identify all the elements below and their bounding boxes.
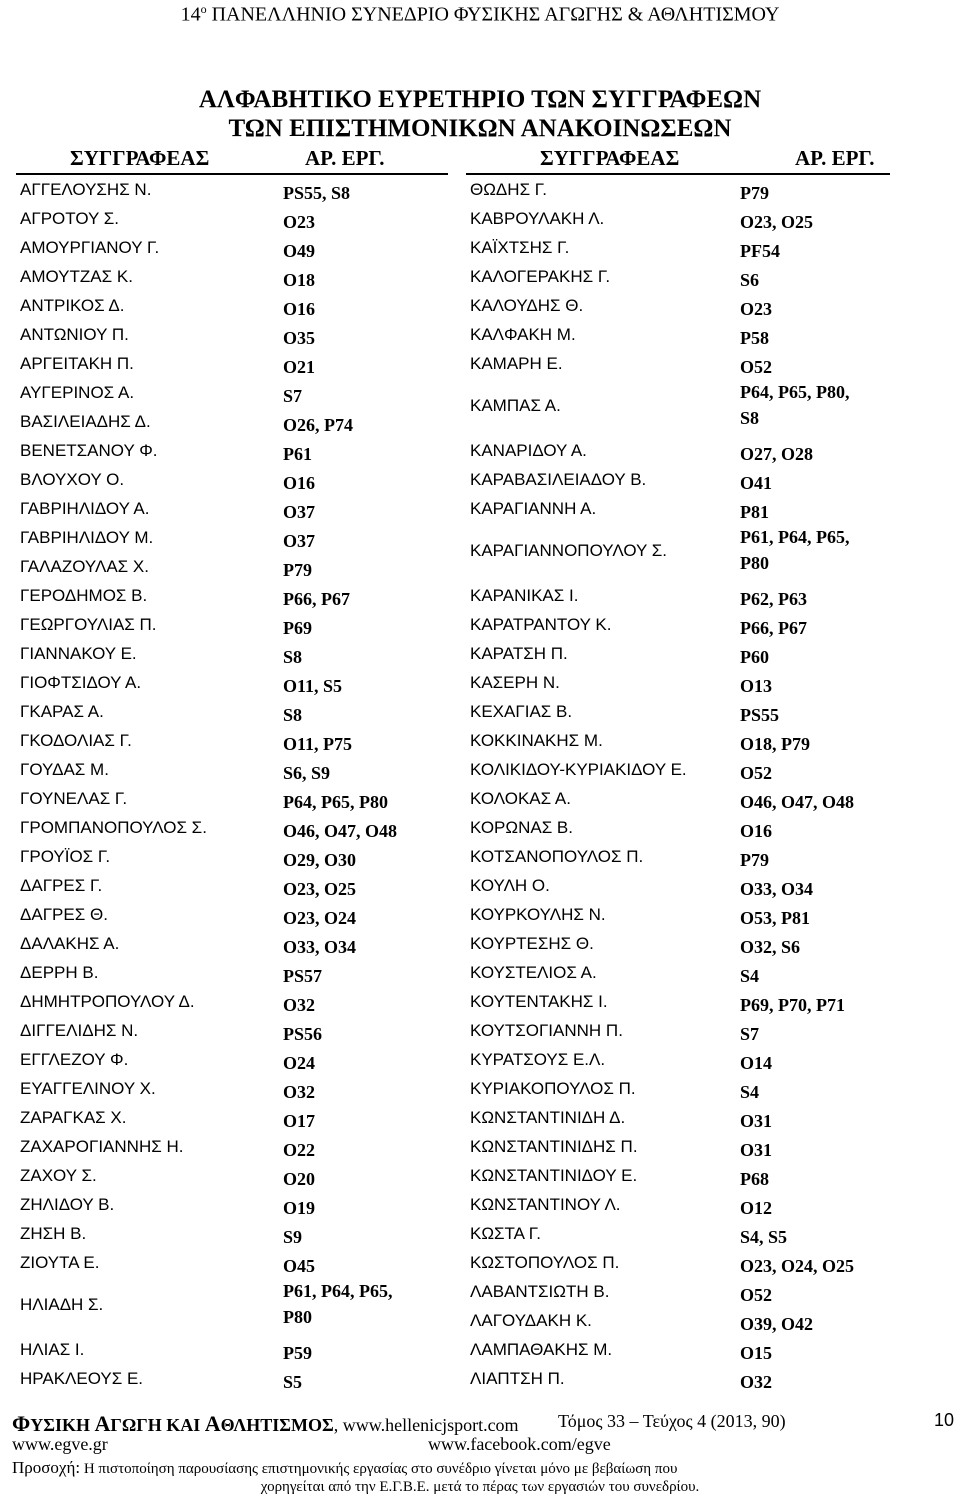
right-author-name: ΚΟΡΩΝΑΣ Β.: [470, 818, 573, 837]
right-paper-codes: [740, 907, 810, 929]
page-number: 10: [933, 1410, 954, 1430]
right-author-name: ΚΑΡΑΓΙΑΝΝΟΠΟΥΛΟΥ Σ.: [470, 541, 667, 560]
left-header-rule: [16, 173, 448, 175]
left-paper-codes: [283, 791, 388, 813]
code-line: O32: [283, 995, 316, 1015]
left-author-name: ΒΛΟΥΧΟΥ Ο.: [20, 470, 125, 489]
code-line: O12: [740, 1198, 773, 1218]
left-author-name: ΗΛΙΑΔΗ Σ.: [20, 1295, 104, 1314]
right-paper-codes: [740, 1342, 772, 1364]
footer-t3: ΘΛΗΤΙΣΜΟΣ: [220, 1415, 334, 1435]
left-paper-codes: [283, 1081, 315, 1103]
left-author-name: ΑΥΓΕΡΙΝΟΣ Α.: [20, 383, 135, 402]
left-author-name: ΓΚΑΡΑΣ Α.: [20, 702, 104, 721]
code-line: S8: [740, 408, 760, 428]
code-line: P79: [283, 560, 312, 580]
left-author-name: ΓΡΟΥΪΟΣ Γ.: [20, 847, 111, 866]
left-paper-codes: [283, 501, 315, 523]
left-author-name: ΑΡΓΕΙΤΑΚΗ Π.: [20, 354, 134, 373]
left-paper-codes: [283, 936, 356, 958]
code-line: P66, P67: [740, 618, 807, 638]
code-line: PS55: [740, 705, 780, 725]
right-paper-codes: [740, 936, 800, 958]
footer-f2: Α: [94, 1411, 111, 1436]
right-author-name: ΚΟΛΟΚΑΣ Α.: [470, 789, 571, 808]
code-line: O52: [740, 763, 773, 783]
right-paper-codes: [740, 443, 813, 465]
code-line: P69, P70, P71: [740, 995, 845, 1015]
right-paper-codes: [740, 1023, 759, 1045]
right-author-name: ΚΩΝΣΤΑΝΤΙΝΟΥ Λ.: [470, 1195, 621, 1214]
right-author-name: ΚΕΧΑΓΙΑΣ Β.: [470, 702, 573, 721]
left-author-name: ΗΛΙΑΣ Ι.: [20, 1340, 85, 1359]
left-paper-codes: [283, 1255, 315, 1277]
left-author-name: ΔΑΓΡΕΣ Γ.: [20, 876, 103, 895]
left-author-name: ΒΕΝΕΤΣΑΝΟΥ Φ.: [20, 441, 158, 460]
right-col-code-header: ΑΡ. ΕΡΓ.: [795, 146, 875, 170]
right-author-name: ΚΑΡΑΤΡΑΝΤΟΥ Κ.: [470, 615, 612, 634]
right-paper-codes: [740, 211, 813, 233]
header-number: 14: [180, 3, 201, 26]
right-paper-codes: [740, 762, 772, 784]
footer-egve-link[interactable]: www.egve.gr: [12, 1434, 108, 1454]
right-author-name: ΛΙΑΠΤΣΗ Π.: [470, 1369, 565, 1388]
code-line: O33, O34: [283, 937, 357, 957]
header-text: ΠΑΝΕΛΛΗΝΙΟ ΣΥΝΕΔΡΙΟ ΦΥΣΙΚΗΣ ΑΓΩΓΗΣ & ΑΘΛΗΤΙΣΜΟΥ: [206, 3, 780, 26]
footer-f1: Φ: [12, 1411, 31, 1436]
index-title-line2: ΤΩΝ ΕΠΙΣΤΗΜΟΝΙΚΩΝ ΑΝΑΚΟΙΝΩΣΕΩΝ: [228, 115, 732, 142]
code-line: PF54: [740, 241, 780, 261]
code-line: P59: [283, 1343, 312, 1363]
code-line: O46, O47, O48: [740, 792, 855, 812]
right-author-name: ΘΩΔΗΣ Γ.: [470, 180, 548, 199]
right-paper-codes: [740, 617, 807, 639]
code-line: O33, O34: [740, 879, 814, 899]
right-author-name: ΚΑΡΑΤΣΗ Π.: [470, 644, 568, 663]
right-paper-codes: [740, 994, 845, 1016]
left-author-name: ΖΙΟΥΤΑ Ε.: [20, 1253, 100, 1272]
right-author-name: ΚΑΡΑΒΑΣΙΛΕΙΑΔΟΥ Β.: [470, 470, 647, 489]
right-author-name: ΚΟΛΙΚΙΔΟΥ-ΚΥΡΙΑΚΙΔΟΥ Ε.: [470, 760, 687, 779]
footer-site: , www.hellenicjsport.com: [333, 1415, 519, 1435]
left-author-name: ΔΑΛΑΚΗΣ Α.: [20, 934, 120, 953]
code-line: O18: [283, 270, 316, 290]
right-author-name: ΛΑΓΟΥΔΑΚΗ Κ.: [470, 1311, 592, 1330]
right-paper-codes: [740, 1168, 769, 1190]
left-author-name: ΖΑΧΟΥ Σ.: [20, 1166, 97, 1185]
left-paper-codes: [283, 1226, 302, 1248]
left-author-name: ΔΙΓΓΕΛΙΔΗΣ Ν.: [20, 1021, 139, 1040]
left-author-name: ΓΡΟΜΠΑΝΟΠΟΥΛΟΣ Σ.: [20, 818, 207, 837]
footer-notice-line2: χορηγείται από την Ε.Γ.Β.Ε. μετά το πέρας των εργασιών του συνεδρίου.: [260, 1479, 700, 1495]
code-line: P58: [740, 328, 769, 348]
code-line: O37: [283, 531, 316, 551]
code-line: S9: [283, 1227, 303, 1247]
left-paper-codes: [283, 1280, 393, 1328]
code-line: O23: [740, 299, 773, 319]
left-author-name: ΓΕΩΡΓΟΥΛΙΑΣ Π.: [20, 615, 157, 634]
code-line: O32: [740, 1372, 773, 1392]
right-paper-codes: [740, 1197, 772, 1219]
left-author-name: ΓΕΡΟΔΗΜΟΣ Β.: [20, 586, 148, 605]
code-line: S6, S9: [283, 763, 331, 783]
right-paper-codes: [740, 820, 772, 842]
notice-text: Η πιστοποίηση παρουσίασης επιστημονικής εργασίας στο συνέδριο γίνεται μόνο με βεβαίωση που: [80, 1461, 678, 1477]
code-line: O39, O42: [740, 1314, 814, 1334]
right-author-name: ΚΑΜΑΡΗ Ε.: [470, 354, 563, 373]
code-line: P62, P63: [740, 589, 807, 609]
left-paper-codes: [283, 559, 312, 581]
left-paper-codes: [283, 820, 397, 842]
left-paper-codes: [283, 182, 350, 204]
right-author-name: ΚΑΛΦΑΚΗ Μ.: [470, 325, 576, 344]
left-author-name: ΑΜΟΥΡΓΙΑΝΟΥ Γ.: [20, 238, 160, 257]
right-author-name: ΚΟΥΣΤΕΛΙΟΣ Α.: [470, 963, 597, 982]
left-paper-codes: [283, 211, 315, 233]
right-author-name: ΚΟΥΡΤΕΣΗΣ Θ.: [470, 934, 594, 953]
code-line: O46, O47, O48: [283, 821, 398, 841]
code-line: P66, P67: [283, 589, 350, 609]
left-paper-codes: [283, 1342, 312, 1364]
left-paper-codes: [283, 356, 315, 378]
right-col-author-header: ΣΥΓΓΡΑΦΕΑΣ: [540, 146, 680, 170]
code-line: P61, P64, P65,: [740, 527, 850, 547]
code-line: S5: [283, 1372, 303, 1392]
left-col-author-header: ΣΥΓΓΡΑΦΕΑΣ: [70, 146, 210, 170]
code-line: O11, P75: [283, 734, 353, 754]
right-author-name: ΚΑΛΟΥΔΗΣ Θ.: [470, 296, 584, 315]
code-line: O23, O25: [740, 212, 814, 232]
right-author-name: ΚΩΝΣΤΑΝΤΙΝΙΔΟΥ Ε.: [470, 1166, 638, 1185]
left-author-name: ΖΑΡΑΓΚΑΣ Χ.: [20, 1108, 127, 1127]
code-line: O18, P79: [740, 734, 810, 754]
right-author-name: ΚΩΣΤΑ Γ.: [470, 1224, 542, 1243]
code-line: S4: [740, 1082, 760, 1102]
right-paper-codes: [740, 791, 854, 813]
right-author-name: ΚΑΣΕΡΗ Ν.: [470, 673, 560, 692]
left-paper-codes: [283, 762, 330, 784]
right-paper-codes: [740, 849, 769, 871]
left-paper-codes: [283, 385, 302, 407]
left-author-name: ΖΑΧΑΡΟΓΙΑΝΝΗΣ Η.: [20, 1137, 184, 1156]
right-paper-codes: [740, 526, 850, 574]
left-author-name: ΑΓΓΕΛΟΥΣΗΣ Ν.: [20, 180, 152, 199]
right-paper-codes: [740, 1255, 854, 1277]
right-author-name: ΛΑΜΠΑΘΑΚΗΣ Μ.: [470, 1340, 613, 1359]
left-author-name: ΓΟΥΔΑΣ Μ.: [20, 760, 109, 779]
code-line: O20: [283, 1169, 316, 1189]
running-header: [0, 2, 960, 27]
right-author-name: ΚΩΣΤΟΠΟΥΛΟΣ Π.: [470, 1253, 620, 1272]
left-author-name: ΔΗΜΗΤΡΟΠΟΥΛΟΥ Δ.: [20, 992, 195, 1011]
code-line: S4, S5: [740, 1227, 788, 1247]
left-paper-codes: [283, 1371, 302, 1393]
code-line: S8: [283, 705, 303, 725]
code-line: PS56: [283, 1024, 323, 1044]
right-author-name: ΚΥΡΙΑΚΟΠΟΥΛΟΣ Π.: [470, 1079, 636, 1098]
right-paper-codes: [740, 298, 772, 320]
code-line: O23: [283, 212, 316, 232]
code-line: O16: [283, 299, 316, 319]
code-line: O23, O24: [283, 908, 357, 928]
left-paper-codes: [283, 1139, 315, 1161]
right-author-name: ΚΟΥΛΗ Ο.: [470, 876, 550, 895]
code-line: P61, P64, P65,: [283, 1281, 393, 1301]
right-author-name: ΚΑΪΧΤΣΗΣ Γ.: [470, 238, 570, 257]
code-line: P64, P65, P80,: [740, 382, 850, 402]
right-author-name: ΚΩΝΣΤΑΝΤΙΝΙΔΗ Δ.: [470, 1108, 626, 1127]
left-paper-codes: [283, 849, 356, 871]
code-line: O21: [283, 357, 316, 377]
right-author-name: ΚΑΡΑΝΙΚΑΣ Ι.: [470, 586, 579, 605]
left-paper-codes: [283, 1023, 322, 1045]
left-paper-codes: [283, 269, 315, 291]
right-author-name: ΚΩΝΣΤΑΝΤΙΝΙΔΗΣ Π.: [470, 1137, 638, 1156]
notice-label: Προσοχή:: [12, 1458, 81, 1477]
right-paper-codes: [740, 965, 759, 987]
right-paper-codes: [740, 1313, 813, 1335]
code-line: O15: [740, 1343, 773, 1363]
code-line: P79: [740, 183, 769, 203]
code-line: O32: [283, 1082, 316, 1102]
code-line: O24: [283, 1053, 316, 1073]
left-paper-codes: [283, 1197, 315, 1219]
code-line: P80: [740, 553, 769, 573]
left-paper-codes: [283, 443, 312, 465]
code-line: O53, P81: [740, 908, 810, 928]
code-line: PS57: [283, 966, 323, 986]
left-paper-codes: [283, 327, 315, 349]
right-paper-codes: [740, 1226, 787, 1248]
right-author-name: ΛΑΒΑΝΤΣΙΩΤΗ Β.: [470, 1282, 610, 1301]
left-paper-codes: [283, 1168, 315, 1190]
code-line: O31: [740, 1140, 773, 1160]
left-col-code-header: ΑΡ. ΕΡΓ.: [305, 146, 385, 170]
code-line: O13: [740, 676, 773, 696]
left-author-name: ΖΗΛΙΔΟΥ Β.: [20, 1195, 115, 1214]
right-paper-codes: [740, 704, 779, 726]
code-line: S6: [740, 270, 760, 290]
right-author-name: ΚΥΡΑΤΣΟΥΣ Ε.Λ.: [470, 1050, 606, 1069]
right-paper-codes: [740, 1284, 772, 1306]
code-line: O23, O24, O25: [740, 1256, 855, 1276]
code-line: P60: [740, 647, 769, 667]
code-line: PS55, S8: [283, 183, 351, 203]
right-author-name: ΚΟΤΣΑΝΟΠΟΥΛΟΣ Π.: [470, 847, 644, 866]
left-paper-codes: [283, 646, 302, 668]
code-line: O45: [283, 1256, 316, 1276]
left-author-name: ΑΝΤΡΙΚΟΣ Δ.: [20, 296, 125, 315]
right-paper-codes: [740, 1139, 772, 1161]
code-line: O41: [740, 473, 773, 493]
left-author-name: ΑΝΤΩΝΙΟΥ Π.: [20, 325, 129, 344]
footer-t1: ΥΣΙΚΗ: [30, 1415, 95, 1435]
right-author-name: ΚΟΚΚΙΝΑΚΗΣ Μ.: [470, 731, 603, 750]
code-line: O11, S5: [283, 676, 343, 696]
right-paper-codes: [740, 878, 813, 900]
left-paper-codes: [283, 733, 352, 755]
left-paper-codes: [283, 1110, 315, 1132]
code-line: P61: [283, 444, 312, 464]
right-paper-codes: [740, 1110, 772, 1132]
code-line: O26, P74: [283, 415, 353, 435]
right-paper-codes: [740, 1081, 759, 1103]
left-author-name: ΓΑΒΡΙΗΛΙΔΟΥ Μ.: [20, 528, 154, 547]
code-line: O52: [740, 357, 773, 377]
code-line: O32, S6: [740, 937, 801, 957]
code-line: S4: [740, 966, 760, 986]
code-line: O17: [283, 1111, 316, 1131]
left-author-name: ΗΡΑΚΛΕΟΥΣ Ε.: [20, 1369, 144, 1388]
left-paper-codes: [283, 240, 315, 262]
right-author-name: ΚΟΥΤΕΝΤΑΚΗΣ Ι.: [470, 992, 608, 1011]
right-paper-codes: [740, 356, 772, 378]
left-author-name: ΕΥΑΓΓΕΛΙΝΟΥ Χ.: [20, 1079, 156, 1098]
left-author-name: ΕΓΓΛΕΖΟΥ Φ.: [20, 1050, 129, 1069]
left-paper-codes: [283, 298, 315, 320]
left-author-name: ΓΚΟΔΟΛΙΑΣ Γ.: [20, 731, 132, 750]
right-paper-codes: [740, 240, 780, 262]
footer-f3: Α: [204, 1411, 221, 1436]
code-line: O27, O28: [740, 444, 814, 464]
code-line: S7: [283, 386, 303, 406]
right-paper-codes: [740, 588, 807, 610]
left-author-name: ΓΙΑΝΝΑΚΟΥ Ε.: [20, 644, 137, 663]
footer-facebook-link[interactable]: www.facebook.com/egve: [428, 1434, 611, 1454]
left-paper-codes: [283, 675, 342, 697]
code-line: P79: [740, 850, 769, 870]
right-paper-codes: [740, 675, 772, 697]
code-line: O16: [283, 473, 316, 493]
code-line: P80: [283, 1307, 312, 1327]
left-paper-codes: [283, 994, 315, 1016]
right-paper-codes: [740, 1052, 772, 1074]
code-line: P64, P65, P80: [283, 792, 388, 812]
right-author-name: ΚΑΡΑΓΙΑΝΝΗ Α.: [470, 499, 597, 518]
code-line: O37: [283, 502, 316, 522]
code-line: O23, O25: [283, 879, 357, 899]
left-author-name: ΓΑΛΑΖΟΥΛΑΣ Χ.: [20, 557, 149, 576]
code-line: P69: [283, 618, 312, 638]
left-paper-codes: [283, 704, 302, 726]
left-author-name: ΒΑΣΙΛΕΙΑΔΗΣ Δ.: [20, 412, 151, 431]
footer-volume: Τόμος 33 – Τεύχος 4 (2013, 90): [558, 1411, 786, 1431]
right-author-name: ΚΟΥΡΚΟΥΛΗΣ Ν.: [470, 905, 606, 924]
right-paper-codes: [740, 182, 769, 204]
left-paper-codes: [283, 965, 322, 987]
right-header-rule: [466, 173, 890, 175]
code-line: O31: [740, 1111, 773, 1131]
code-line: O49: [283, 241, 316, 261]
footer-t2: ΓΩΓΗ ΚΑΙ: [110, 1415, 205, 1435]
code-line: O19: [283, 1198, 316, 1218]
code-line: P81: [740, 502, 769, 522]
left-author-name: ΖΗΣΗ Β.: [20, 1224, 87, 1243]
right-author-name: ΚΑΛΟΓΕΡΑΚΗΣ Γ.: [470, 267, 611, 286]
code-line: S8: [283, 647, 303, 667]
code-line: O22: [283, 1140, 316, 1160]
right-author-name: ΚΑΝΑΡΙΔΟΥ Α.: [470, 441, 587, 460]
right-paper-codes: [740, 646, 769, 668]
left-paper-codes: [283, 588, 350, 610]
left-paper-codes: [283, 1052, 315, 1074]
left-paper-codes: [283, 530, 315, 552]
left-author-name: ΑΜΟΥΤΖΑΣ Κ.: [20, 267, 133, 286]
left-paper-codes: [283, 414, 353, 436]
right-paper-codes: [740, 472, 772, 494]
right-author-name: ΚΟΥΤΣΟΓΙΑΝΝΗ Π.: [470, 1021, 623, 1040]
right-paper-codes: [740, 327, 769, 349]
code-line: P68: [740, 1169, 769, 1189]
code-line: S7: [740, 1024, 760, 1044]
left-paper-codes: [283, 907, 356, 929]
left-author-name: ΓΙΟΦΤΣΙΔΟΥ Α.: [20, 673, 142, 692]
code-line: O14: [740, 1053, 773, 1073]
left-paper-codes: [283, 472, 315, 494]
code-line: O35: [283, 328, 316, 348]
right-paper-codes: [740, 1371, 772, 1393]
code-line: O29, O30: [283, 850, 357, 870]
left-author-name: ΔΕΡΡΗ Β.: [20, 963, 99, 982]
right-author-name: ΚΑΜΠΑΣ Α.: [470, 396, 561, 415]
left-paper-codes: [283, 878, 356, 900]
left-author-name: ΔΑΓΡΕΣ Θ.: [20, 905, 108, 924]
right-paper-codes: [740, 269, 759, 291]
header-sup: ο: [200, 2, 207, 16]
left-author-name: ΓΟΥΝΕΛΑΣ Γ.: [20, 789, 128, 808]
right-paper-codes: [740, 501, 769, 523]
left-author-name: ΓΑΒΡΙΗΛΙΔΟΥ Α.: [20, 499, 150, 518]
right-author-name: ΚΑΒΡΟΥΛΑΚΗ Λ.: [470, 209, 605, 228]
index-title-line1: ΑΛΦΑΒΗΤΙΚΟ ΕΥΡΕΤΗΡΙΟ ΤΩΝ ΣΥΓΓΡΑΦΕΩΝ: [198, 86, 762, 113]
code-line: O52: [740, 1285, 773, 1305]
code-line: O16: [740, 821, 773, 841]
right-paper-codes: [740, 381, 850, 429]
right-paper-codes: [740, 733, 810, 755]
left-author-name: ΑΓΡΟΤΟΥ Σ.: [20, 209, 120, 228]
left-paper-codes: [283, 617, 312, 639]
